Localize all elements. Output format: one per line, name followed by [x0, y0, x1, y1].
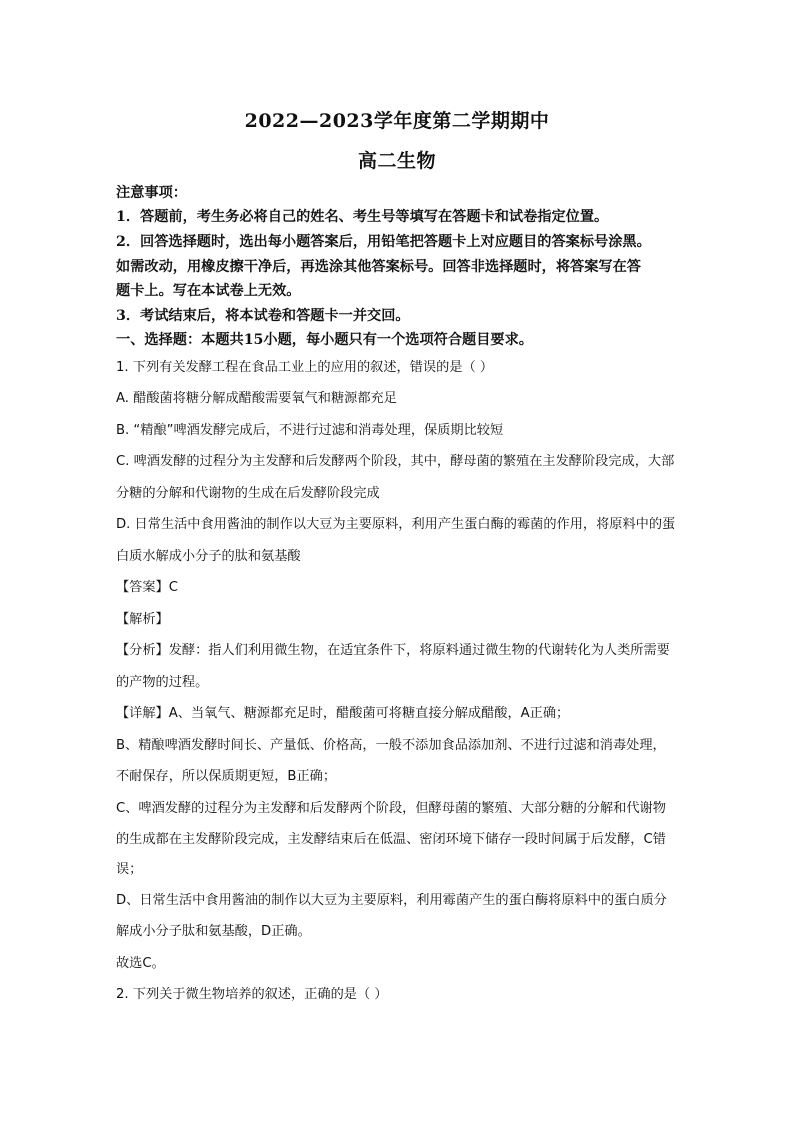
q1-option-c-line-1: C. 啤酒发酵的过程分为主发酵和后发酵两个阶段，其中，酵母菌的繁殖在主发酵阶段完成，大部	[116, 454, 675, 469]
notes-item-2-line-3: 题卡上。写在本试卷上无效。	[116, 283, 301, 299]
q1-option-a: A. 醋酸菌将糖分解成醋酸需要氧气和糖源都充足	[116, 391, 397, 406]
q1-option-d-line-2: 白质水解成小分子的肽和氨基酸	[116, 549, 301, 564]
q1-detail-b-line-1: B、精酿啤酒发酵时间长、产量低、价格高，一般不添加食品添加剂、不进行过滤和消毒处理，	[116, 738, 666, 753]
q1-detail-d-line-2: 解成小分子肽和氨基酸，D正确。	[116, 924, 311, 939]
q1-detail-c-line-3: 误；	[116, 862, 143, 877]
q1-fenxi-line-1: 【分析】发酵：指人们利用微生物，在适宜条件下，将原料通过微生物的代谢转化为人类所需要	[116, 643, 670, 658]
q1-option-b: B. “精酿”啤酒发酵完成后，不进行过滤和消毒处理，保质期比较短	[116, 423, 504, 438]
q1-answer: 【答案】C	[116, 580, 178, 595]
q2-stem: 2. 下列关于微生物培养的叙述，正确的是（ ）	[116, 987, 388, 1002]
q1-option-d-line-1: D. 日常生活中食用酱油的制作以大豆为主要原料，利用产生蛋白酶的霉菌的作用，将原料中的蛋	[116, 517, 676, 532]
q1-detail-d-line-1: D、日常生活中食用酱油的制作以大豆为主要原料，利用霉菌产生的蛋白酶将原料中的蛋白质分	[116, 893, 667, 908]
q1-option-c-line-2: 分糖的分解和代谢物的生成在后发酵阶段完成	[116, 486, 380, 501]
q1-analysis-heading: 【解析】	[116, 612, 169, 627]
q1-stem: 1. 下列有关发酵工程在食品工业上的应用的叙述，错误的是（ ）	[116, 360, 494, 375]
q1-detail-b-line-2: 不耐保存，所以保质期更短，B正确；	[116, 769, 337, 784]
q1-conclusion: 故选C。	[116, 956, 165, 971]
exam-subject: 高二生物	[357, 150, 436, 172]
notes-item-3: 3．考试结束后，将本试卷和答题卡一并交回。	[116, 308, 410, 324]
q1-fenxi-line-2: 的产物的过程。	[116, 675, 209, 690]
exam-title: 2022—2023学年度第二学期期中	[244, 110, 550, 132]
q1-detail-a: 【详解】A、当氧气、糖源都充足时，醋酸菌可将糖直接分解成醋酸，A正确；	[116, 706, 570, 721]
q1-detail-c-line-1: C、啤酒发酵的过程分为主发酵和后发酵两个阶段，但酵母菌的繁殖、大部分糖的分解和代谢物	[116, 801, 666, 816]
q1-detail-c-line-2: 的生成都在主发酵阶段完成，主发酵结束后在低温、密闭环境下储存一段时间属于后发酵，C错	[116, 832, 666, 847]
notes-item-2-line-2: 如需改动，用橡皮擦干净后，再选涂其他答案标号。回答非选择题时，将答案写在答	[116, 259, 641, 275]
notes-item-2-line-1: 2．回答选择题时，选出每小题答案后，用铅笔把答题卡上对应题目的答案标号涂黑。	[116, 234, 651, 250]
notes-item-1: 1．答题前，考生务必将自己的姓名、考生号等填写在答题卡和试卷指定位置。	[116, 209, 609, 225]
notes-heading: 注意事项：	[116, 185, 187, 201]
section-heading: 一、选择题：本题共15小题，每小题只有一个选项符合题目要求。	[116, 332, 533, 348]
